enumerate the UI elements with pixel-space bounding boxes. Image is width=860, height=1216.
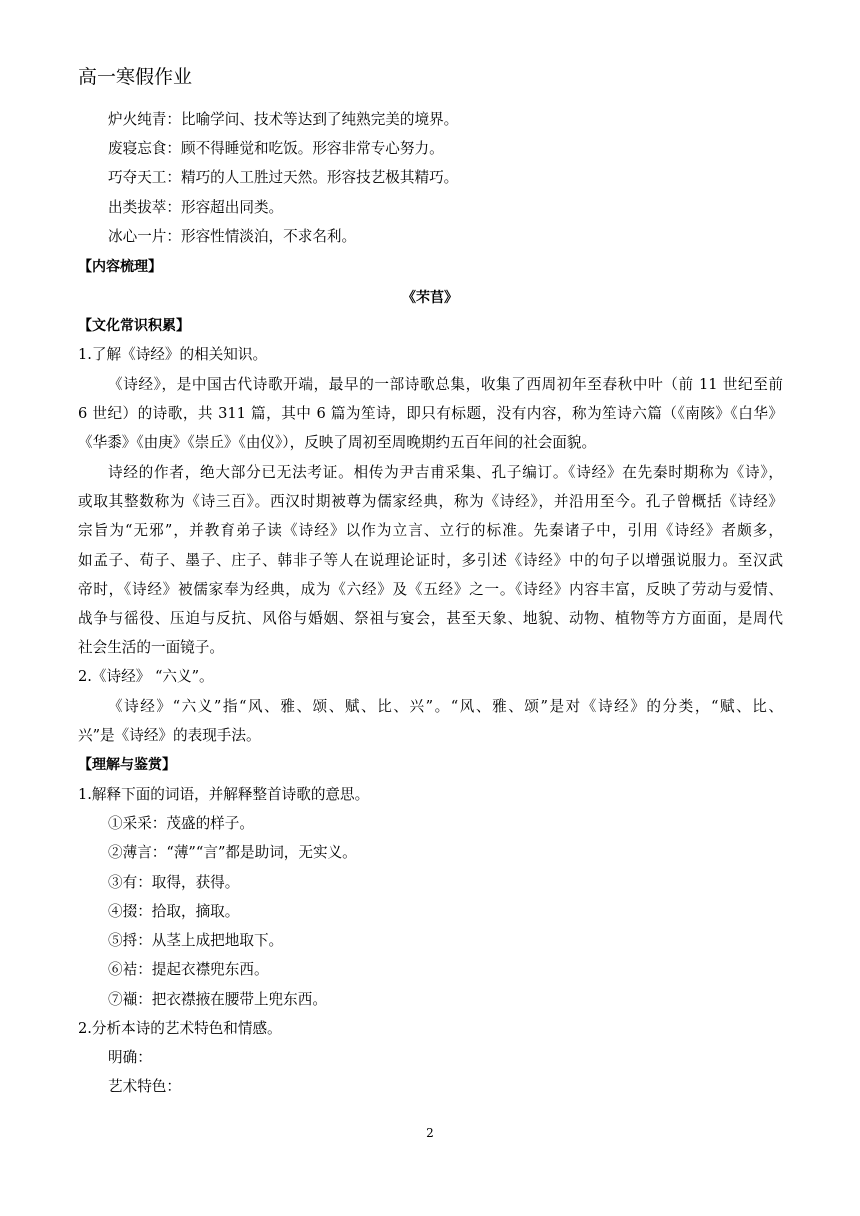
word-explanation: ⑦襭：把衣襟掖在腰带上兜东西。 [108, 991, 327, 1008]
culture-paragraph-line: 《诗经》“六义”指“风、雅、颂、赋、比、兴”。“风、雅、颂”是对《诗经》的分类，“赋、比、 [108, 698, 783, 715]
section-heading-culture: 【文化常识积累】 [78, 318, 190, 334]
idiom-line: 巧夺天工：精巧的人工胜过天然。形容技艺极其精巧。 [108, 169, 459, 186]
word-explanation: ⑤捋：从茎上成把地取下。 [108, 932, 284, 949]
culture-paragraph-line: 战争与徭役、压迫与反抗、风俗与婚姻、祭祖与宴会，甚至天象、地貌、动物、植物等方方面面，是周代 [78, 610, 783, 627]
culture-paragraph-line: 帝时，《诗经》被儒家奉为经典，成为《六经》及《五经》之一。《诗经》内容丰富，反映了劳动与爱情、 [78, 581, 783, 598]
art-features-label: 艺术特色： [108, 1078, 181, 1095]
culture-paragraph-line: 《华黍》《由庚》《崇丘》《由仪》），反映了周初至周晚期约五百年间的社会面貌。 [78, 434, 597, 451]
idiom-line: 冰心一片：形容性情淡泊，不求名利。 [108, 228, 357, 245]
word-explanation: ②薄言：“薄”“言”都是助词，无实义。 [108, 844, 357, 861]
culture-paragraph-line: 宗旨为“无邪”，并教育弟子读《诗经》以作为立言、立行的标准。先秦诸子中，引用《诗经》者颇多， [78, 522, 783, 539]
section-heading-appreciation: 【理解与鉴赏】 [78, 757, 176, 773]
culture-question-1: 1.了解《诗经》的相关知识。 [78, 346, 268, 363]
culture-paragraph-line: 《诗经》，是中国古代诗歌开端，最早的一部诗歌总集，收集了西周初年至春秋中叶（前 11 世纪至前 [108, 376, 783, 393]
culture-paragraph-line: 社会生活的一面镜子。 [78, 639, 224, 656]
culture-paragraph-line: 诗经的作者，绝大部分已无法考证。相传为尹吉甫采集、孔子编订。《诗经》在先秦时期称为《诗》， [108, 464, 783, 481]
idiom-line: 出类拔萃：形容超出同类。 [108, 199, 284, 216]
word-explanation: ①采采：茂盛的样子。 [108, 815, 254, 832]
word-explanation: ⑥袺：提起衣襟兜东西。 [108, 961, 269, 978]
page-header-title: 高一寒假作业 [78, 66, 193, 88]
appreciation-question-2: 2.分析本诗的艺术特色和情感。 [78, 1020, 282, 1037]
idiom-line: 炉火纯青：比喻学问、技术等达到了纯熟完美的境界。 [108, 111, 459, 128]
word-explanation: ④掇：拾取，摘取。 [108, 903, 240, 920]
poem-title: 《芣苢》 [402, 290, 458, 306]
culture-question-2: 2.《诗经》 “六义”。 [78, 668, 214, 685]
section-heading-content: 【内容梳理】 [78, 259, 162, 275]
culture-paragraph-line: 或取其整数称为《诗三百》。西汉时期被尊为儒家经典，称为《诗经》，并沿用至今。孔子曾概括《诗经》 [78, 493, 783, 510]
culture-paragraph-line: 6 世纪）的诗歌，共 311 篇，其中 6 篇为笙诗，即只有标题，没有内容，称为笙诗六篇（《南陔》《白华》 [78, 405, 783, 422]
culture-paragraph-line: 兴”是《诗经》的表现手法。 [78, 727, 261, 744]
word-explanation: ③有：取得，获得。 [108, 874, 240, 891]
idiom-line: 废寝忘食：顾不得睡觉和吃饭。形容非常专心努力。 [108, 140, 444, 157]
appreciation-question-1: 1.解释下面的词语，并解释整首诗歌的意思。 [78, 786, 370, 803]
answer-label: 明确： [108, 1049, 152, 1066]
page-number: 2 [426, 1126, 434, 1140]
culture-paragraph-line: 如孟子、荀子、墨子、庄子、韩非子等人在说理论证时，多引述《诗经》中的句子以增强说服力。至汉武 [78, 552, 783, 569]
